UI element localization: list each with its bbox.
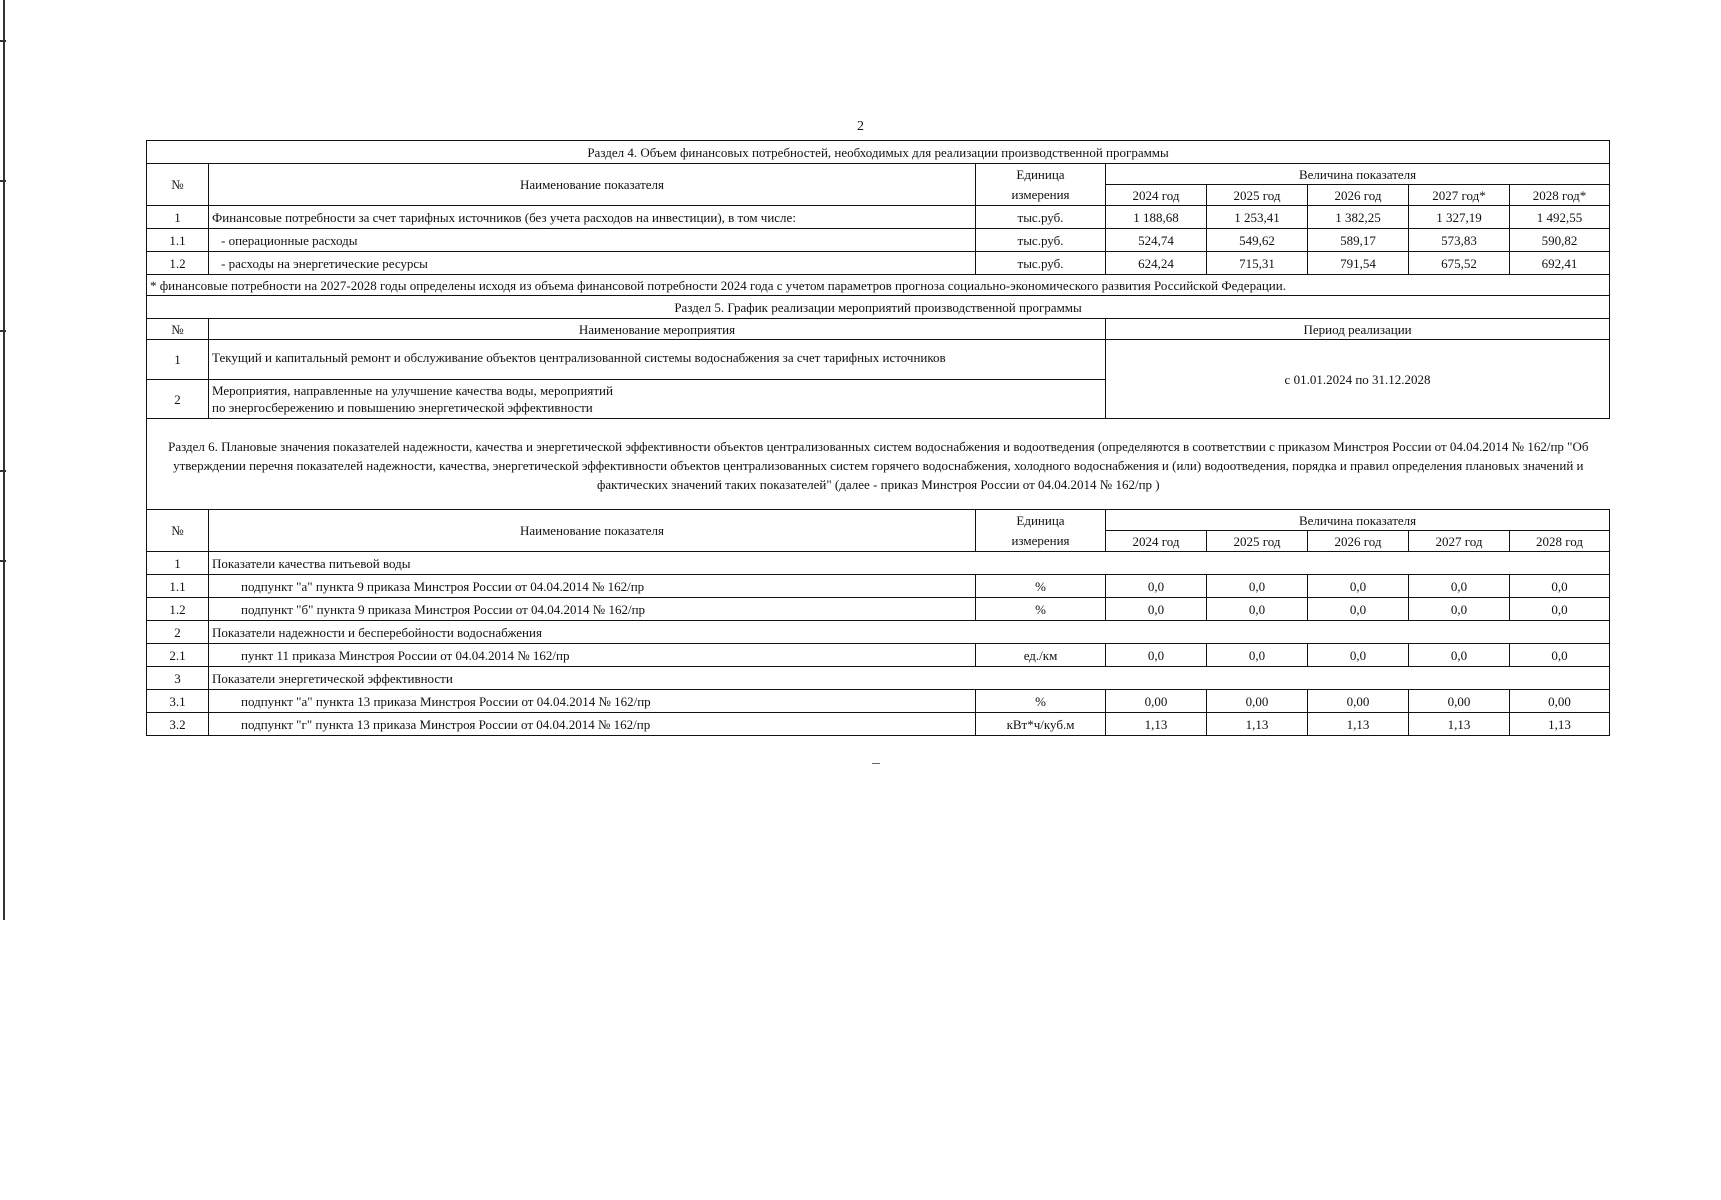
section6-title-row (147, 419, 1610, 510)
row-num: 2 (147, 380, 209, 419)
row-value: 1,13 (1409, 713, 1510, 736)
section4-header-row (147, 164, 1610, 185)
row-value: 1 327,19 (1409, 206, 1510, 229)
section5-header-row (147, 319, 1610, 340)
table-row (147, 690, 1610, 713)
scan-artifact-dash (872, 763, 880, 764)
group-num: 3 (147, 667, 209, 690)
row-value: 0,0 (1409, 598, 1510, 621)
header-year: 2025 год (1207, 531, 1308, 552)
header-num: № (147, 319, 209, 340)
row-unit: % (976, 690, 1106, 713)
production-program-table (146, 140, 1610, 736)
table-row (147, 340, 1610, 380)
row-unit: тыс.руб. (976, 229, 1106, 252)
header-num: № (147, 510, 209, 552)
row-name: подпункт "б" пункта 9 приказа Минстроя России от 04.04.2014 № 162/пр (209, 598, 976, 621)
row-value: 1 492,55 (1510, 206, 1610, 229)
row-value: 1 253,41 (1207, 206, 1308, 229)
row-unit: % (976, 598, 1106, 621)
row-value: 590,82 (1510, 229, 1610, 252)
row-name: Финансовые потребности за счет тарифных источников (без учета расходов на инвестиции), в том числе: (209, 206, 976, 229)
row-num: 3.1 (147, 690, 209, 713)
header-year: 2026 год (1308, 531, 1409, 552)
row-value: 0,0 (1510, 644, 1610, 667)
table-row (147, 713, 1610, 736)
row-name: - расходы на энергетические ресурсы (209, 252, 976, 275)
row-value: 675,52 (1409, 252, 1510, 275)
header-unit-line1: Единица (976, 510, 1106, 531)
row-value: 1,13 (1207, 713, 1308, 736)
group-num: 2 (147, 621, 209, 644)
header-unit-line2: измерения (976, 531, 1106, 552)
row-value: 0,0 (1207, 644, 1308, 667)
header-unit-line1: Единица (976, 164, 1106, 185)
row-value: 0,00 (1207, 690, 1308, 713)
header-num: № (147, 164, 209, 206)
row-value: 0,0 (1106, 598, 1207, 621)
section6-header-row (147, 510, 1610, 531)
row-num: 3.2 (147, 713, 209, 736)
header-year: 2027 год* (1409, 185, 1510, 206)
row-value: 0,0 (1409, 644, 1510, 667)
header-unit-line2: измерения (976, 185, 1106, 206)
row-value: 589,17 (1308, 229, 1409, 252)
row-name: Текущий и капитальный ремонт и обслуживание объектов централизованной системы водоснабжения за счет тарифных источников (209, 340, 1106, 380)
row-value: 0,0 (1207, 598, 1308, 621)
table-row (147, 598, 1610, 621)
row-value: 0,00 (1409, 690, 1510, 713)
page-number: 2 (857, 119, 864, 134)
row-name: пункт 11 приказа Минстроя России от 04.04.2014 № 162/пр (209, 644, 976, 667)
row-name: подпункт "а" пункта 9 приказа Минстроя России от 04.04.2014 № 162/пр (209, 575, 976, 598)
row-value: 0,00 (1106, 690, 1207, 713)
group-row (147, 621, 1610, 644)
row-value: 0,0 (1409, 575, 1510, 598)
row-num: 2.1 (147, 644, 209, 667)
section4-footnote-row (147, 275, 1610, 296)
header-value-group: Величина показателя (1106, 510, 1610, 531)
header-name: Наименование показателя (209, 510, 976, 552)
header-year: 2028 год (1510, 531, 1610, 552)
row-value: 1 382,25 (1308, 206, 1409, 229)
scan-edge-tick (0, 330, 6, 332)
header-name: Наименование показателя (209, 164, 976, 206)
row-value: 0,0 (1510, 598, 1610, 621)
row-unit: тыс.руб. (976, 252, 1106, 275)
header-year: 2024 год (1106, 531, 1207, 552)
row-unit: % (976, 575, 1106, 598)
row-value: 1,13 (1510, 713, 1610, 736)
group-name: Показатели качества питьевой воды (209, 552, 1610, 575)
row-num: 1.1 (147, 229, 209, 252)
header-year: 2026 год (1308, 185, 1409, 206)
row-value: 0,0 (1308, 644, 1409, 667)
header-value-group: Величина показателя (1106, 164, 1610, 185)
row-value: 524,74 (1106, 229, 1207, 252)
header-year: 2027 год (1409, 531, 1510, 552)
row-name-line: по энергосбережению и повышению энергетической эффективности (212, 400, 593, 415)
scan-edge-tick (0, 40, 6, 42)
group-name: Показатели надежности и бесперебойности водоснабжения (209, 621, 1610, 644)
row-value: 1,13 (1106, 713, 1207, 736)
header-year: 2024 год (1106, 185, 1207, 206)
row-value: 791,54 (1308, 252, 1409, 275)
row-value: 0,00 (1510, 690, 1610, 713)
row-unit: тыс.руб. (976, 206, 1106, 229)
table-row (147, 575, 1610, 598)
scan-edge-line (3, 0, 5, 920)
scan-edge-tick (0, 560, 6, 562)
row-value: 1 188,68 (1106, 206, 1207, 229)
row-value: 0,00 (1308, 690, 1409, 713)
row-num: 1 (147, 206, 209, 229)
row-name (209, 380, 1106, 419)
row-value: 692,41 (1510, 252, 1610, 275)
row-value: 0,0 (1207, 575, 1308, 598)
group-row (147, 667, 1610, 690)
table-row (147, 252, 1610, 275)
row-name: подпункт "г" пункта 13 приказа Минстроя России от 04.04.2014 № 162/пр (209, 713, 976, 736)
section6-title: Раздел 6. Плановые значения показателей надежности, качества и энергетической эффективности объектов централизованных систем водоснабжения и водоотведения (определяются в соответствии с приказом Минстроя России от 04.04.2014 № 162/пр "Об утверждении перечня показателей надежности, качества, энергетической эффективности объектов централизованных систем горячего водоснабжения, холодного водоснабжения и (или) водоотведения, порядка и правил определения плановых значений и фактических значений таких показателей" (далее - приказ Минстроя России от 04.04.2014 № 162/пр ) (147, 419, 1610, 510)
section4-footnote: * финансовые потребности на 2027-2028 годы определены исходя из объема финансовой потребности 2024 года с учетом параметров прогноза социально-экономического развития Российской Федерации. (147, 275, 1610, 296)
header-year: 2028 год* (1510, 185, 1610, 206)
section5-title: Раздел 5. График реализации мероприятий производственной программы (147, 296, 1610, 319)
row-value: 549,62 (1207, 229, 1308, 252)
header-year: 2025 год (1207, 185, 1308, 206)
table-row (147, 206, 1610, 229)
row-value: 0,0 (1510, 575, 1610, 598)
row-name: - операционные расходы (209, 229, 976, 252)
header-activity-name: Наименование мероприятия (209, 319, 1106, 340)
group-row (147, 552, 1610, 575)
section4-title-row (147, 141, 1610, 164)
row-value: 0,0 (1106, 575, 1207, 598)
scan-edge-tick (0, 180, 6, 182)
scan-edge-tick (0, 470, 6, 472)
header-period: Период реализации (1106, 319, 1610, 340)
group-num: 1 (147, 552, 209, 575)
table-row (147, 644, 1610, 667)
table-row (147, 229, 1610, 252)
group-name: Показатели энергетической эффективности (209, 667, 1610, 690)
section4-title: Раздел 4. Объем финансовых потребностей, необходимых для реализации производственной программы (147, 141, 1610, 164)
row-value: 1,13 (1308, 713, 1409, 736)
row-num: 1 (147, 340, 209, 380)
row-value: 624,24 (1106, 252, 1207, 275)
row-value: 0,0 (1308, 598, 1409, 621)
row-num: 1.1 (147, 575, 209, 598)
implementation-period: с 01.01.2024 по 31.12.2028 (1106, 340, 1610, 419)
row-num: 1.2 (147, 252, 209, 275)
row-unit: ед./км (976, 644, 1106, 667)
row-name: подпункт "а" пункта 13 приказа Минстроя России от 04.04.2014 № 162/пр (209, 690, 976, 713)
row-unit: кВт*ч/куб.м (976, 713, 1106, 736)
row-num: 1.2 (147, 598, 209, 621)
row-value: 0,0 (1308, 575, 1409, 598)
row-value: 573,83 (1409, 229, 1510, 252)
row-value: 0,0 (1106, 644, 1207, 667)
row-value: 715,31 (1207, 252, 1308, 275)
row-name-line: Мероприятия, направленные на улучшение качества воды, мероприятий (212, 383, 613, 398)
section5-title-row (147, 296, 1610, 319)
